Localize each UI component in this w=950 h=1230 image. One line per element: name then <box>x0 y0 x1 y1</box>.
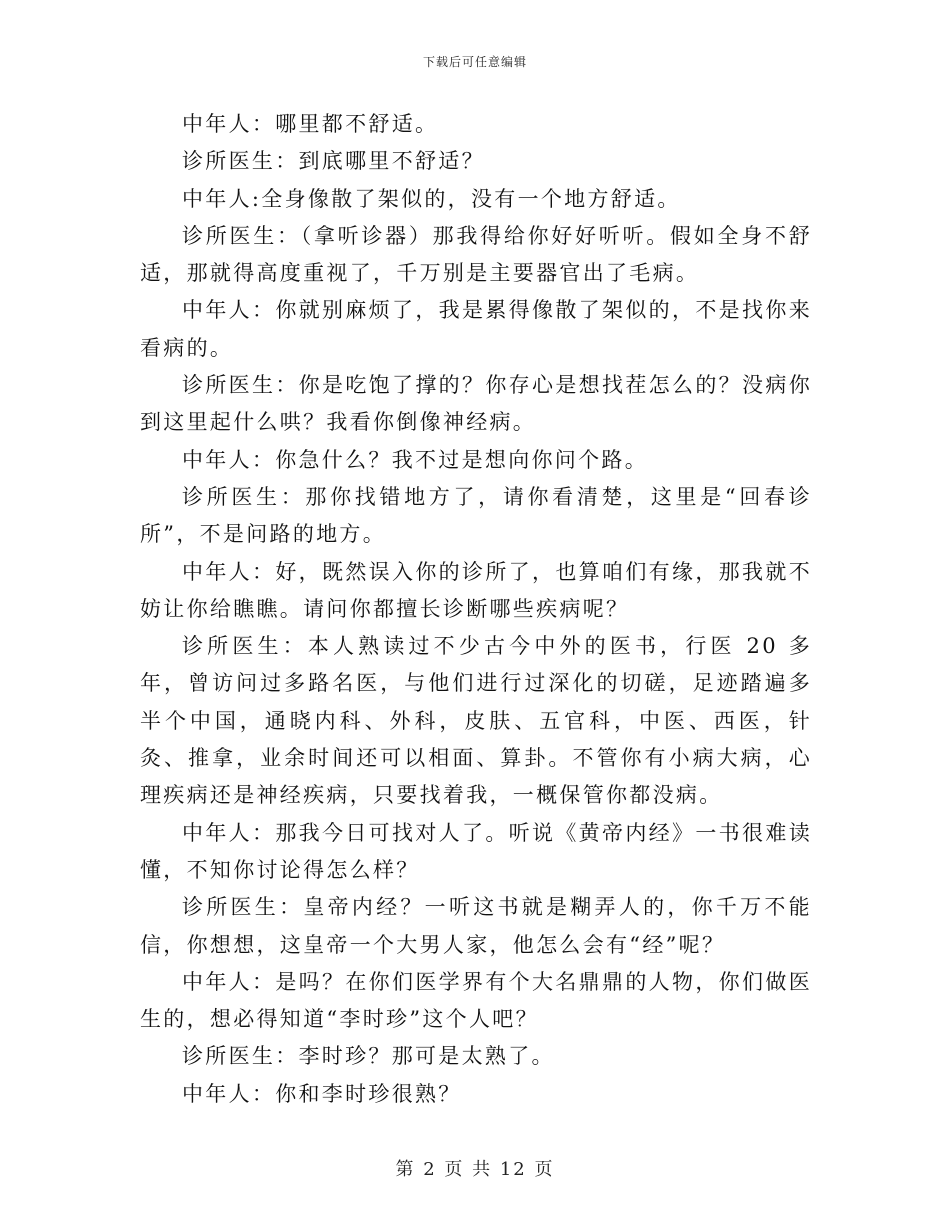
dialogue-paragraph: 中年人：你急什么？我不过是想向你问个路。 <box>182 447 648 472</box>
dialogue-paragraph: 诊所医生：皇帝内经？一听这书就是糊弄人的，你千万不能信，你想想，这皇帝一个大男人家，他怎么会有“经”呢？ <box>140 895 812 957</box>
dialogue-paragraph: 诊所医生：（拿听诊器）那我得给你好好听听。假如全身不舒适，那就得高度重视了，千万别是主要器官出了毛病。 <box>140 223 812 286</box>
page-number-footer: 第 2 页 共 12 页 <box>395 1159 555 1180</box>
dialogue-paragraph: 诊所医生：到底哪里不舒适？ <box>182 149 485 174</box>
dialogue-paragraph: 诊所医生：你是吃饱了撑的？你存心是想找茬怎么的？没病你到这里起什么哄？我看你倒像神经病。 <box>140 373 812 435</box>
dialogue-paragraph: 中年人:全身像散了架似的，没有一个地方舒适。 <box>182 186 681 211</box>
dialogue-paragraph: 中年人：你就别麻烦了，我是累得像散了架似的，不是找你来看病的。 <box>140 298 812 360</box>
dialogue-paragraph: 诊所医生：那你找错地方了，请你看清楚，这里是“回春诊所”，不是问路的地方。 <box>140 484 812 547</box>
dialogue-paragraph: 诊所医生：李时珍？那可是太熟了。 <box>182 1044 555 1069</box>
dialogue-paragraph: 中年人：你和李时珍很熟？ <box>182 1081 462 1106</box>
dialogue-paragraph: 中年人：是吗？在你们医学界有个大名鼎鼎的人物，你们做医生的，想必得知道“李时珍”这个人吧？ <box>140 969 812 1032</box>
document-body <box>140 106 812 1113</box>
dialogue-paragraph: 诊所医生：本人熟读过不少古今中外的医书，行医 20 多年，曾访问过多路名医，与他们进行过深化的切磋，足迹踏遍多半个中国，通晓内科、外科，皮肤、五官科，中医、西医，针灸、推拿，业余时间还可以相面、算卦。不管你有小病大病，心理疾病还是神经疾病，只要找着我，一概保管你都没病。 <box>140 634 812 808</box>
dialogue-paragraph: 中年人：哪里都不舒适。 <box>182 112 439 136</box>
dialogue-paragraph: 中年人：好，既然误入你的诊所了，也算咱们有缘，那我就不妨让你给瞧瞧。请问你都擅长诊断哪些疾病呢？ <box>140 559 812 621</box>
dialogue-paragraph: 中年人：那我今日可找对人了。听说《黄帝内经》一书很难读懂，不知你讨论得怎么样？ <box>140 820 812 882</box>
page-header: 下载后可任意编辑 <box>422 55 527 69</box>
